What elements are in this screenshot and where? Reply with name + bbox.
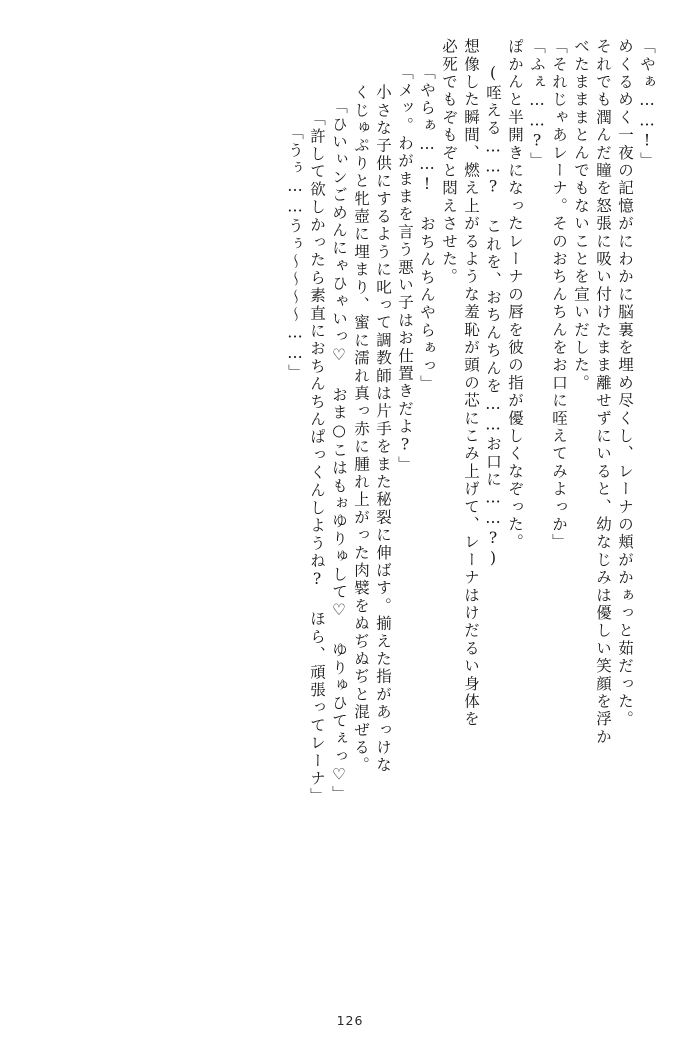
text-column: ぽかんと半開きになったレーナの唇を彼の指が優しくなぞった。 xyxy=(506,38,524,552)
text-column: 必死でもぞもぞと悶えさせた。 xyxy=(440,38,458,286)
text-column: 小さな子供にするように叱って調教師は片手をまた秘裂に伸ばす。揃えた指があっけな xyxy=(374,84,392,775)
text-column: (咥える……? これを、おちんちんを……お口に……?) xyxy=(484,64,502,570)
text-column: 「許して欲しかったら素直におちんちんぱっくんしようね? ほら、頑張ってレーナ」 xyxy=(308,110,326,806)
text-column: めくるめく一夜の記憶がにわかに脳裏を埋め尽くし、レーナの頬がかぁっと茹だった。 xyxy=(616,38,634,729)
vertical-text-body xyxy=(46,38,654,968)
text-column: 「やらぁ……! おちんちんやらぁっ」 xyxy=(418,64,436,393)
text-column: べたまままとんでもないことを宣いだした。 xyxy=(572,38,590,392)
text-column: 「うぅ……うぅ～～～～……」 xyxy=(286,124,304,382)
text-column: 「ふぇ……?」 xyxy=(528,38,546,170)
text-column: 「やぁ……!」 xyxy=(638,38,656,170)
page-number: 126 xyxy=(336,1013,364,1028)
text-column: 「ひいぃンごめんにゃひゃいっ♡ おま○こはもぉゆりゅして♡ ゆりゅひてぇっ♡」 xyxy=(330,98,348,804)
text-column: くじゅぷりと牝壺に埋まり、蜜に濡れ真っ赤に腫れ上がった肉襞をぬぢぬぢと混ぜる。 xyxy=(352,84,370,775)
text-column: それでも潤んだ瞳を怒張に吸い付けたまま離せずにいると、幼なじみは優しい笑顔を浮か xyxy=(594,38,612,746)
text-column: 想像した瞬間、燃え上がるような羞恥が頭の芯にこみ上げて、レーナはけだるい身体を xyxy=(462,38,480,729)
text-column: 「メッ。わがままを言う悪い子はお仕置きだよ?」 xyxy=(396,64,414,474)
text-column: 「それじゃあレーナ。そのおちんちんをお口に咥えてみよっか」 xyxy=(550,38,568,552)
